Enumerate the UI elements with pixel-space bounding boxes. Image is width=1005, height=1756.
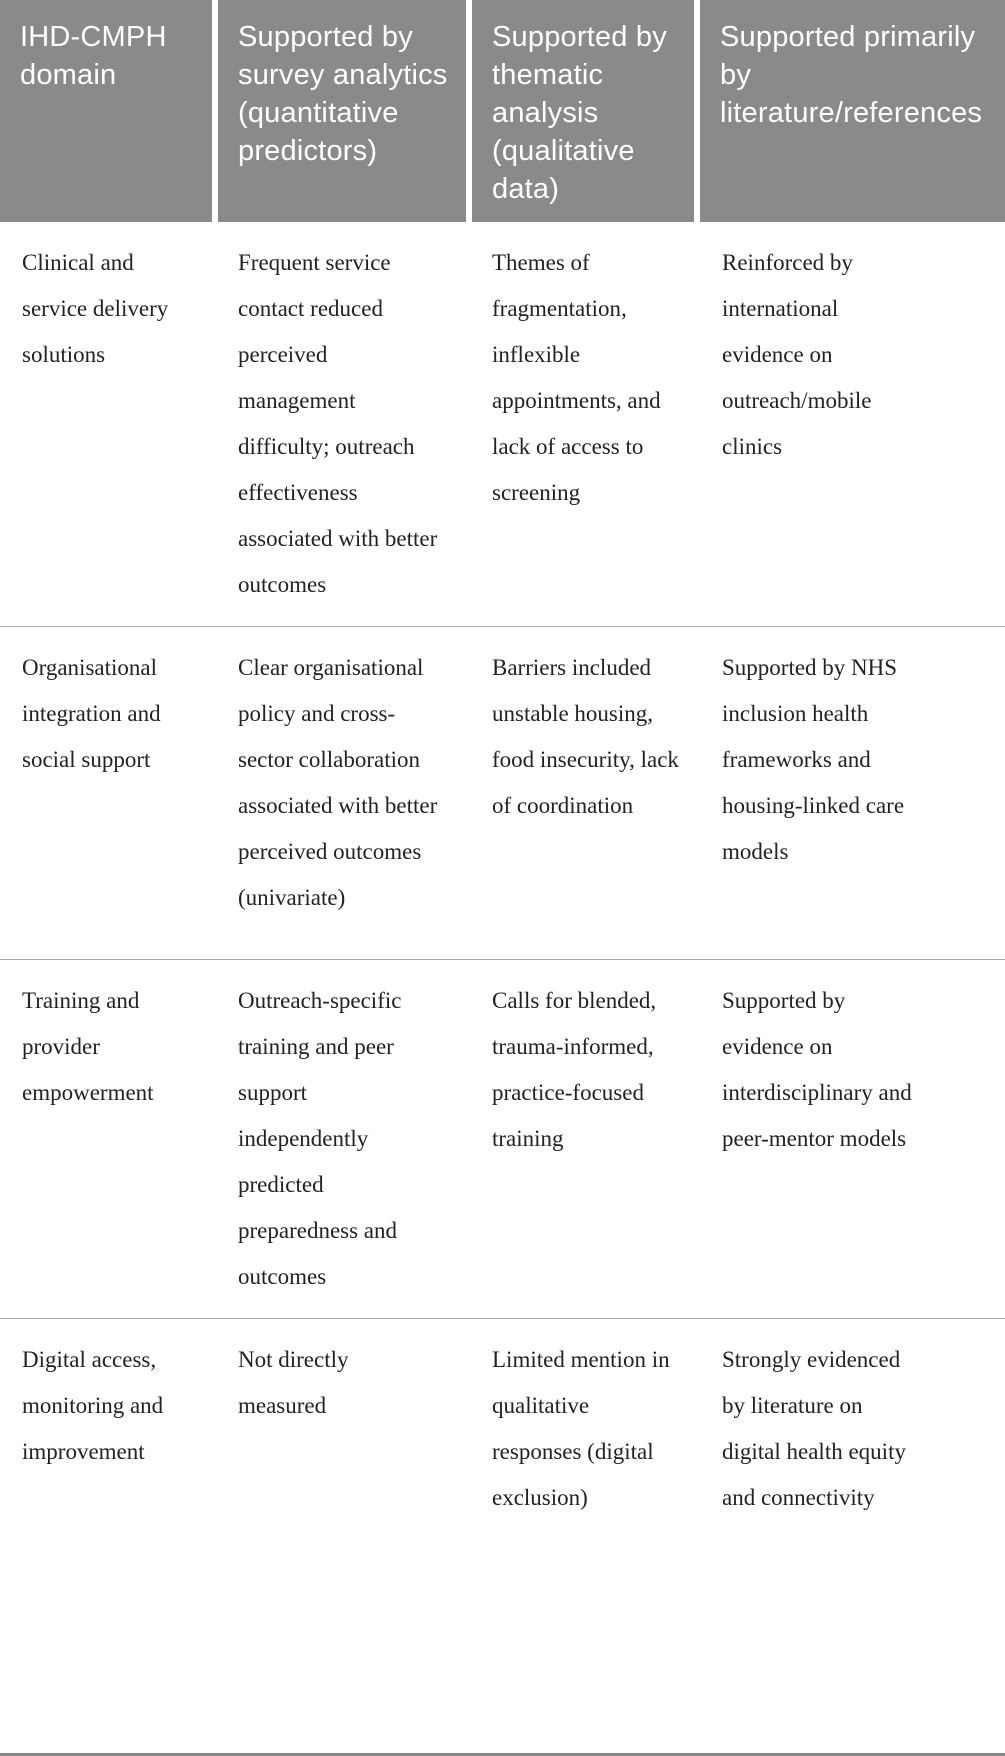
table-cell: Clear organisational policy and cross-sector collaboration associated with better perceived outcomes (univariate) <box>238 655 438 910</box>
table-cell: Frequent service contact reduced perceived management difficulty; outreach effectiveness associated with better outcomes <box>238 250 438 597</box>
column-header-survey-analytics: Supported by survey analytics (quantitative predictors) <box>218 0 466 222</box>
table-cell: Reinforced by international evidence on outreach/mobile clinics <box>722 250 872 459</box>
table-cell: Digital access, monitoring and improvement <box>22 1347 164 1464</box>
table-cell: Not directly measured <box>238 1347 349 1418</box>
table-row <box>0 222 1005 627</box>
table-cell: Clinical and service delivery solutions <box>22 250 169 367</box>
column-header-literature: Supported primarily by literature/references <box>700 0 1005 222</box>
table-cell: Calls for blended, trauma-informed, practice-focused training <box>492 988 657 1151</box>
table-cell: Supported by evidence on interdisciplinary and peer-mentor models <box>722 988 912 1151</box>
table-header-row <box>0 0 1005 222</box>
column-header-domain: IHD-CMPH domain <box>0 0 212 222</box>
column-header-thematic-analysis: Supported by thematic analysis (qualitative data) <box>472 0 694 222</box>
table-cell: Training and provider empowerment <box>22 988 154 1105</box>
table-cell: Organisational integration and social support <box>22 655 161 772</box>
table-row <box>0 1319 1005 1753</box>
table-cell: Strongly evidenced by literature on digital health equity and connectivity <box>722 1347 906 1510</box>
table-cell: Barriers included unstable housing, food insecurity, lack of coordination <box>492 655 679 818</box>
table-row <box>0 627 1005 960</box>
table-cell: Limited mention in qualitative responses (digital exclusion) <box>492 1347 670 1510</box>
table-cell: Supported by NHS inclusion health frameworks and housing-linked care models <box>722 655 905 864</box>
table-row <box>0 960 1005 1319</box>
table-cell: Outreach-specific training and peer support independently predicted preparedness and outcomes <box>238 988 402 1289</box>
table-cell: Themes of fragmentation, inflexible appointments, and lack of access to screening <box>492 250 661 505</box>
